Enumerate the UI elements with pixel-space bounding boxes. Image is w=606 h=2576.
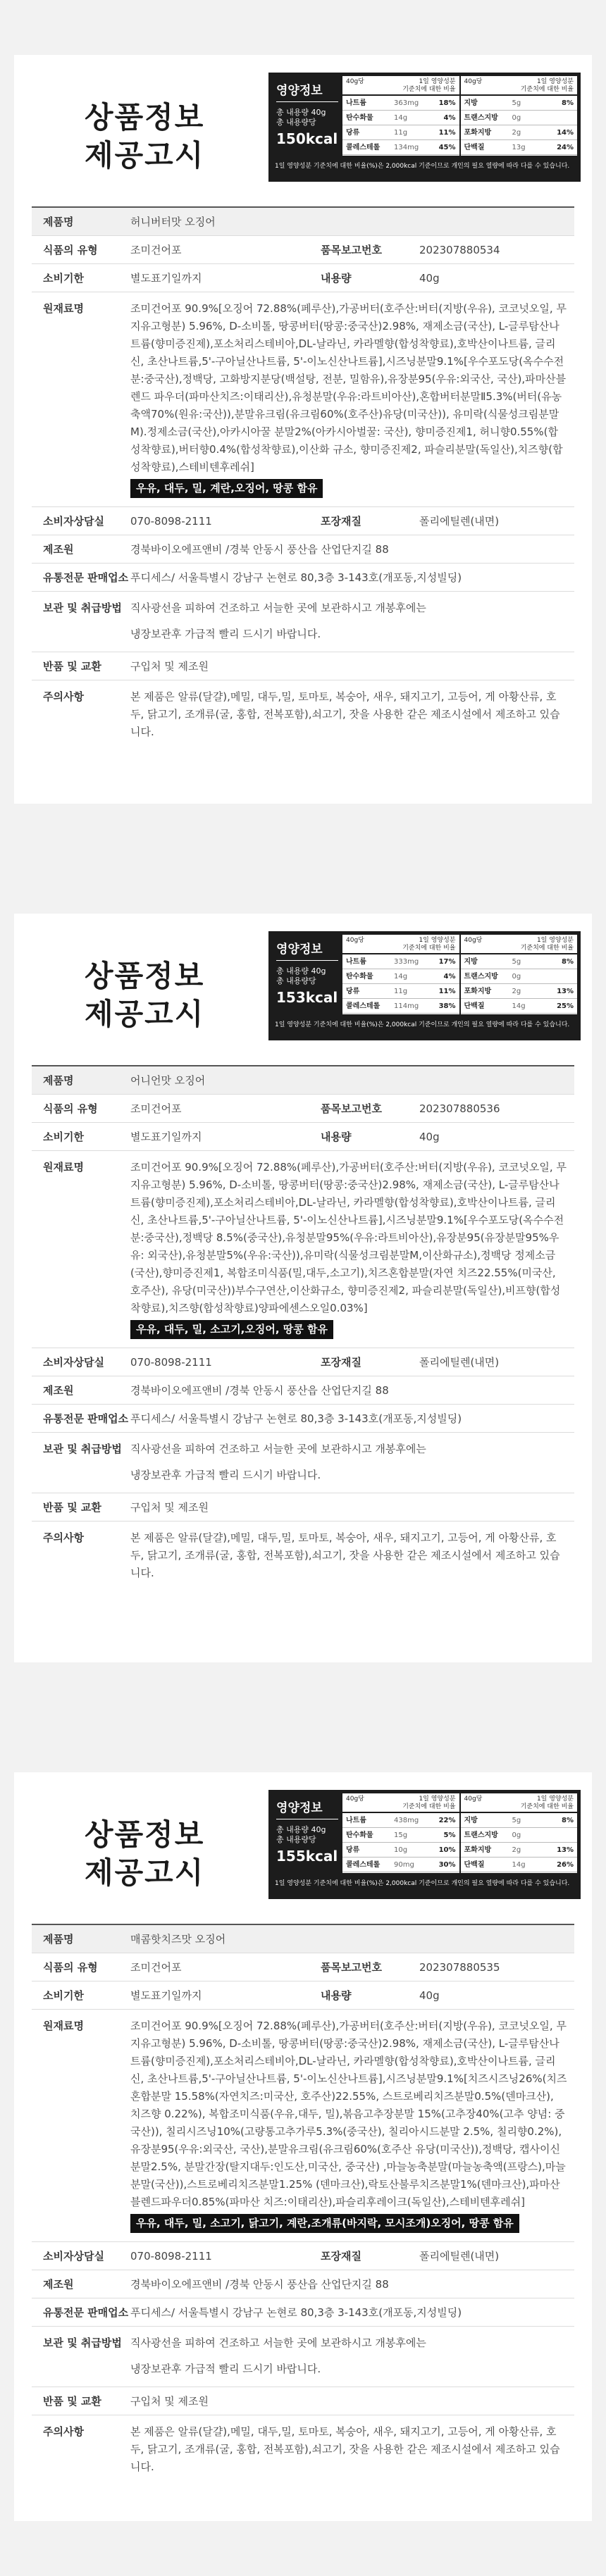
nutrition-row — [342, 1858, 459, 1872]
nutrition-row — [461, 1828, 578, 1843]
nutrient-percent: 4% — [443, 114, 456, 122]
nutrient-percent: 11% — [438, 129, 456, 137]
nutrition-row — [461, 954, 578, 969]
row-food-type — [32, 1095, 574, 1123]
nutrition-col-left — [342, 1793, 459, 1873]
nutrition-row — [461, 969, 578, 984]
label: 내용량 — [321, 272, 352, 285]
nutrition-col-right — [459, 935, 578, 1014]
nutrition-row — [342, 125, 459, 140]
value: 푸디세스/ 서울특별시 강남구 논현로 80,3층 3-143호(개포동,지성빌딩) — [130, 1412, 462, 1425]
label: 반품 및 교환 — [43, 1501, 101, 1514]
notice-header — [32, 1772, 574, 1924]
label: 소비기한 — [43, 1131, 84, 1143]
nutrition-facts-label — [268, 1790, 581, 1899]
nutrient-name: 단백질 — [464, 144, 485, 151]
nutrient-percent — [550, 1828, 574, 1842]
nutrition-row — [342, 969, 459, 984]
nutrient-percent: 4% — [443, 973, 456, 981]
label: 보관 및 취급방법 — [43, 602, 122, 614]
value: 폴리에틸렌(내면) — [419, 1356, 500, 1369]
nutrient-name: 단백질 — [464, 1861, 485, 1869]
row-caution — [32, 680, 574, 749]
nutrient-name: 포화지방 — [464, 129, 492, 137]
nutrition-kcal: 150kcal — [276, 130, 338, 147]
nutrient-value: 15g — [394, 1831, 408, 1839]
label: 소비자상담실 — [43, 2250, 104, 2263]
nutrient-value: 14g — [394, 973, 408, 981]
nutrition-tables — [342, 935, 577, 1014]
label: 보관 및 취급방법 — [43, 1443, 122, 1455]
storage-line-1: 직사광선을 피하여 건조하고 서늘한 곳에 보관하시고 개봉후에는 — [130, 602, 426, 614]
row-return — [32, 1493, 574, 1522]
label: 내용량 — [321, 1131, 352, 1143]
row-phone — [32, 2242, 574, 2270]
notice-title — [85, 1816, 204, 1892]
nutrient-value: 13g — [512, 144, 526, 151]
nutrition-row — [342, 1828, 459, 1843]
value: 070-8098-2111 — [130, 1356, 212, 1369]
nutrition-col-right — [459, 76, 578, 156]
row-food-type — [32, 1953, 574, 1981]
label: 유통전문 판매업소 — [43, 2306, 129, 2319]
ingredients-text: 조미건어포 90.9%[오징어 72.88%(페루산),가공버터(호주산:버터(지방(우유), 코코넛오일, 무지유고형분) 5.96%, D-소비톨, 땅콩버터(땅콩:중국산)2.98%, 재제소금(국산), L-글루탐산나트륨(향미증진제),포소처리스테비아,DL-날라닌, 카라멜향(합성착향료),호박산이나트륨, 글리신, 초산나트륨,5'-구아닐산나트륨, 5'-이노신산나트륨],시즈닝분말9.1%[우수포도당(옥수수전분:중국산),정백당, 고화방지분당(백설탕, 전분, 밀함유),유장분95(우유:외국산, 국산),파마산블렌드 파우더(파마산치즈:이태리산),유청분말(우유:라트비아산),혼합버터분말Ⅱ5.3%(버터(유농축액70%(원유:국산)),분말유크림(유크림60%(호주산)유당(미국산)), 유미락(식물성크림분말M).정제소금(국산),아카시아꿀 분말2%(아카시아벌꿀: 국산), 향미증진제1, 허니향0.55%(합성착향료),버터향0.4%(합성착향료),이산화 규소, 향미증진제2, 파슬리분말(독일산),치즈향(합성착향료),스테비텐후레쉬] — [130, 302, 567, 473]
nutrition-row — [342, 1813, 459, 1828]
nutrient-value: 114mg — [394, 1002, 419, 1010]
label: 보관 및 취급방법 — [43, 2337, 122, 2349]
label: 품목보고번호 — [321, 244, 382, 256]
nutrition-footnote: 1일 영양성분 기준치에 대한 비율(%)은 2,000kcal 기준이므로 개인의 필요 열량에 따라 다를 수 있습니다. — [275, 163, 570, 170]
nutrient-value: 0g — [512, 114, 521, 122]
row-ingredients — [32, 292, 574, 507]
notice-title-line-2: 제공고시 — [85, 997, 205, 1031]
nutrition-facts-label — [268, 931, 581, 1040]
nutrition-row — [461, 1813, 578, 1828]
label: 반품 및 교환 — [43, 2395, 101, 2408]
label: 소비자상담실 — [43, 1356, 104, 1369]
nutrient-name: 당류 — [346, 129, 360, 137]
label: 내용량 — [321, 1989, 352, 2002]
value: 별도표기일까지 — [130, 1131, 202, 1143]
value: 본 제품은 알류(달걀),메밀, 대두,밀, 토마토, 복숭아, 새우, 돼지고기, 고등어, 게 아황산류, 호두, 닭고기, 조개류(굴, 홍합, 전복포함),쇠고기, 잣을 사용한 같은 제조시설에서 제조하고 있습니다. — [130, 2425, 560, 2473]
nutrient-name: 단백질 — [464, 1002, 485, 1010]
nutrition-kcal: 155kcal — [276, 1848, 338, 1865]
row-maker — [32, 2270, 574, 2298]
nutrient-name: 나트륨 — [346, 1817, 366, 1824]
daily-value-label: 1일 영양성분 기준치에 대한 비율 — [520, 937, 574, 952]
nutrient-name: 탄수화물 — [346, 973, 373, 981]
label: 소비기한 — [43, 1989, 84, 2002]
nutrient-percent: 11% — [438, 988, 456, 995]
storage-line-2: 냉장보관후 가급적 빨리 드시기 바랍니다. — [130, 1469, 321, 1481]
nutrient-value: 14g — [512, 1002, 526, 1010]
per-serving-label: 40g당 — [346, 937, 364, 944]
label: 주의사항 — [43, 2425, 84, 2438]
nutrition-row — [461, 125, 578, 140]
nutrition-col-left — [342, 76, 459, 156]
nutrient-value: 2g — [512, 988, 521, 995]
row-seller — [32, 2298, 574, 2327]
notice-title-line-1: 상품정보 — [85, 1817, 205, 1852]
row-expiry — [32, 1981, 574, 2010]
nutrition-row — [461, 984, 578, 999]
label: 식품의 유형 — [43, 1102, 98, 1115]
row-maker — [32, 535, 574, 564]
label: 유통전문 판매업소 — [43, 571, 129, 584]
amount-line-1: 총 내용량 40g — [276, 108, 326, 117]
nutrient-name: 지방 — [464, 958, 478, 966]
value: 별도표기일까지 — [130, 272, 202, 285]
notice-title-line-1: 상품정보 — [85, 100, 205, 135]
label: 제조원 — [43, 1384, 74, 1397]
row-product-name — [32, 1925, 574, 1953]
amount-line-1: 총 내용량 40g — [276, 1825, 326, 1834]
nutrition-title: 영양정보 — [276, 1798, 338, 1819]
nutrient-name: 콜레스테롤 — [346, 1002, 381, 1010]
nutrition-row — [461, 999, 578, 1014]
nutrient-name: 지방 — [464, 99, 478, 107]
nutrient-name: 나트륨 — [346, 99, 366, 107]
row-ingredients — [32, 2010, 574, 2242]
row-phone — [32, 507, 574, 535]
nutrition-row — [342, 984, 459, 999]
row-return — [32, 652, 574, 680]
nutrient-percent: 45% — [438, 144, 456, 151]
daily-value-label: 1일 영양성분 기준치에 대한 비율 — [402, 78, 456, 93]
notice-header — [32, 55, 574, 206]
nutrient-percent: 13% — [557, 1846, 574, 1854]
nutrient-percent: 8% — [562, 1817, 574, 1824]
label: 식품의 유형 — [43, 1961, 98, 1974]
nutrient-percent — [550, 969, 574, 983]
nutrition-tables — [342, 1793, 577, 1873]
value: 푸디세스/ 서울특별시 강남구 논현로 80,3층 3-143호(개포동,지성빌딩) — [130, 2306, 462, 2319]
nutrition-row — [342, 999, 459, 1014]
label: 포장재질 — [321, 2250, 361, 2263]
row-product-name — [32, 208, 574, 236]
nutrient-name: 당류 — [346, 988, 360, 995]
nutrition-col-head — [342, 76, 459, 96]
nutrition-row — [461, 140, 578, 155]
value: 조미건어포 — [130, 244, 182, 256]
storage-line-1: 직사광선을 피하여 건조하고 서늘한 곳에 보관하시고 개봉후에는 — [130, 1443, 426, 1455]
amount-line-1: 총 내용량 40g — [276, 966, 326, 976]
nutrient-name: 포화지방 — [464, 1846, 492, 1854]
nutrition-title: 영양정보 — [276, 939, 338, 961]
value: 40g — [419, 1989, 440, 2002]
row-seller — [32, 564, 574, 592]
nutrient-percent: 18% — [438, 99, 456, 107]
label: 포장재질 — [321, 515, 361, 528]
per-serving-label: 40g당 — [464, 1796, 483, 1803]
allergen-badge: 우유, 대두, 밀, 계란,오징어, 땅콩 함유 — [130, 479, 323, 498]
per-serving-label: 40g당 — [346, 78, 364, 85]
nutrient-value: 5g — [512, 1817, 521, 1824]
nutrient-value: 5g — [512, 99, 521, 107]
nutrition-summary — [272, 76, 342, 156]
notice-title-line-2: 제공고시 — [85, 138, 205, 173]
label: 원재료명 — [43, 2020, 84, 2032]
nutrient-percent: 30% — [438, 1861, 456, 1869]
value: 폴리에틸렌(내면) — [419, 515, 500, 528]
nutrition-amount — [276, 966, 338, 986]
nutrition-kcal: 153kcal — [276, 989, 338, 1006]
amount-line-2: 총 내용량당 — [276, 1835, 316, 1844]
row-food-type — [32, 236, 574, 264]
nutrition-col-head — [342, 935, 459, 954]
allergen-badge: 우유, 대두, 밀, 소고기,오징어, 땅콩 함유 — [130, 1320, 333, 1339]
amount-line-2: 총 내용량당 — [276, 976, 316, 985]
value: 허니버터맛 오징어 — [130, 216, 216, 228]
nutrition-col-right — [459, 1793, 578, 1873]
per-serving-label: 40g당 — [464, 78, 483, 85]
notice-title-line-1: 상품정보 — [85, 959, 205, 993]
nutrient-percent: 17% — [438, 958, 456, 966]
value: 경북바이오에프앤비 /경북 안동시 풍산읍 산업단지길 88 — [130, 543, 389, 556]
nutrient-name: 탄수화물 — [346, 114, 373, 122]
nutrient-value: 10g — [394, 1846, 408, 1854]
nutrition-row — [342, 140, 459, 155]
nutrient-value: 363mg — [394, 99, 419, 107]
nutrient-percent: 14% — [557, 129, 574, 137]
nutrient-name: 트랜스지방 — [464, 1831, 498, 1839]
value: 40g — [419, 272, 440, 285]
nutrient-name: 나트륨 — [346, 958, 366, 966]
daily-value-label: 1일 영양성분 기준치에 대한 비율 — [520, 1796, 574, 1810]
nutrient-percent: 25% — [557, 1002, 574, 1010]
nutrition-footnote: 1일 영양성분 기준치에 대한 비율(%)은 2,000kcal 기준이므로 개인의 필요 열량에 따라 다를 수 있습니다. — [275, 1880, 570, 1887]
nutrient-percent: 13% — [557, 988, 574, 995]
nutrient-name: 포화지방 — [464, 988, 492, 995]
row-seller — [32, 1405, 574, 1433]
nutrition-row — [342, 954, 459, 969]
label: 주의사항 — [43, 1531, 84, 1544]
allergen-badge: 우유, 대두, 밀, 소고기, 닭고기, 계란,조개류(바지락, 모시조개)오징어, 땅콩 함유 — [130, 2214, 519, 2233]
daily-value-label: 1일 영양성분 기준치에 대한 비율 — [520, 78, 574, 93]
row-expiry — [32, 1123, 574, 1151]
nutrient-value: 90mg — [394, 1861, 414, 1869]
product-notice-card — [14, 55, 592, 804]
nutrient-name: 탄수화물 — [346, 1831, 373, 1839]
nutrient-percent — [550, 111, 574, 125]
row-expiry — [32, 264, 574, 292]
product-notice-card — [14, 1772, 592, 2521]
nutrition-title: 영양정보 — [276, 80, 338, 102]
row-storage — [32, 592, 574, 652]
nutrition-col-head — [342, 1793, 459, 1813]
product-info-table — [32, 1924, 574, 2484]
nutrient-percent: 5% — [443, 1831, 456, 1839]
row-ingredients — [32, 1151, 574, 1348]
value: 본 제품은 알류(달걀),메밀, 대두,밀, 토마토, 복숭아, 새우, 돼지고기, 고등어, 게 아황산류, 호두, 닭고기, 조개류(굴, 홍합, 전복포함),쇠고기, 잣을 사용한 같은 제조시설에서 제조하고 있습니다. — [130, 690, 560, 738]
nutrition-facts-label — [268, 73, 581, 182]
nutrition-row — [342, 96, 459, 111]
value: 본 제품은 알류(달걀),메밀, 대두,밀, 토마토, 복숭아, 새우, 돼지고기, 고등어, 게 아황산류, 호두, 닭고기, 조개류(굴, 홍합, 전복포함),쇠고기, 잣을 사용한 같은 제조시설에서 제조하고 있습니다. — [130, 1531, 560, 1579]
nutrient-percent: 24% — [557, 144, 574, 151]
nutrient-name: 지방 — [464, 1817, 478, 1824]
nutrient-value: 0g — [512, 1831, 521, 1839]
label: 식품의 유형 — [43, 244, 98, 256]
storage-line-2: 냉장보관후 가급적 빨리 드시기 바랍니다. — [130, 2363, 321, 2375]
daily-value-label: 1일 영양성분 기준치에 대한 비율 — [402, 1796, 456, 1810]
value: 조미건어포 — [130, 1961, 182, 1974]
label: 품목보고번호 — [321, 1102, 382, 1115]
nutrient-percent: 38% — [438, 1002, 456, 1010]
row-phone — [32, 1348, 574, 1376]
nutrient-value: 2g — [512, 1846, 521, 1854]
row-maker — [32, 1376, 574, 1405]
notice-title-line-2: 제공고시 — [85, 1855, 205, 1890]
nutrient-name: 트랜스지방 — [464, 973, 498, 981]
row-storage — [32, 2327, 574, 2387]
notice-title — [85, 957, 204, 1033]
nutrient-percent: 8% — [562, 958, 574, 966]
nutrition-row — [342, 1843, 459, 1858]
value: 매콤핫치즈맛 오징어 — [130, 1933, 226, 1946]
row-storage — [32, 1433, 574, 1493]
nutrition-row — [461, 1843, 578, 1858]
label: 주의사항 — [43, 690, 84, 703]
notice-title — [85, 99, 204, 175]
row-return — [32, 2387, 574, 2415]
value: 070-8098-2111 — [130, 515, 212, 528]
product-info-table — [32, 206, 574, 749]
product-notice-card — [14, 914, 592, 1662]
nutrition-footnote: 1일 영양성분 기준치에 대한 비율(%)은 2,000kcal 기준이므로 개인의 필요 열량에 따라 다를 수 있습니다. — [275, 1021, 570, 1028]
storage-line-1: 직사광선을 피하여 건조하고 서늘한 곳에 보관하시고 개봉후에는 — [130, 2337, 426, 2349]
nutrition-col-left — [342, 935, 459, 1014]
label: 원재료명 — [43, 1161, 84, 1174]
nutrition-tables — [342, 76, 577, 156]
label: 제품명 — [43, 1074, 74, 1087]
nutrient-percent: 22% — [438, 1817, 456, 1824]
nutrition-col-head — [461, 1793, 578, 1813]
product-notice-section — [0, 1717, 606, 2576]
nutrient-value: 0g — [512, 973, 521, 981]
ingredients-text: 조미건어포 90.9%[오징어 72.88%(페루산),가공버터(호주산:버터(지방(우유), 코코넛오일, 무지유고형분) 5.96%, D-소비톨, 땅콩버터(땅콩:중국산)2.98%, 재제소금(국산), L-글루탐산나트륨(향미증진제),포소처리스테비아,DL-날라닌, 카라멜향(합성착향료),호박산이나트륨, 글리신, 초산나트륨,5'-구아닐산나트륨, 5'-이노신산나트륨],시즈닝분말9.1%[치즈시즈닝26%(치즈혼합분말 15.58%(자연치즈:미국산, 호주산)22.55%, 스트로베리치즈분말0.5%(덴마크산), 치즈향 0.22%), 복합조미식품(우유,대두, 밀),볶음고추장분말 15%(고추장40%(고추 양념: 중국산)), 칠리시즈닝10%(고량통고추가루5.3%(중국산), 칠리아시드분말 2.5%, 칠리향0.2%), 유장분95(우유:외국산, 국산),분말유크림(유크림60%(호주산 유당(미국산)),정백당, 캡사이신분말2.5%, 분말간장(탈지대두:인도산,미국산, 중국산) ,마늘농축분말(마늘농축액(프랑스),마늘분말(국산)),스트로베리치즈분말1.25% (덴마크산),락토산불루치즈분말1%(덴마크산),파마산블렌드파우더0.85%(파마산 치즈:이태리산),파슬리후레이크(독일산),스테비텐후레쉬] — [130, 2020, 567, 2208]
row-caution — [32, 1522, 574, 1591]
value: 구입처 및 제조원 — [130, 2395, 209, 2408]
nutrient-percent: 8% — [562, 99, 574, 107]
nutrient-percent: 26% — [557, 1861, 574, 1869]
nutrition-amount — [276, 108, 338, 127]
nutrition-summary — [272, 935, 342, 1014]
amount-line-2: 총 내용량당 — [276, 118, 316, 127]
product-info-table — [32, 1065, 574, 1591]
label: 소비기한 — [43, 272, 84, 285]
nutrition-row — [342, 111, 459, 125]
product-notice-section — [0, 0, 606, 859]
value: 경북바이오에프앤비 /경북 안동시 풍산읍 산업단지길 88 — [130, 2278, 389, 2291]
nutrition-row — [461, 111, 578, 125]
label: 유통전문 판매업소 — [43, 1412, 129, 1425]
product-notice-section — [0, 859, 606, 1717]
daily-value-label: 1일 영양성분 기준치에 대한 비율 — [402, 937, 456, 952]
nutrient-value: 438mg — [394, 1817, 419, 1824]
nutrient-name: 콜레스테롤 — [346, 144, 381, 151]
per-serving-label: 40g당 — [346, 1796, 364, 1803]
nutrition-row — [461, 1858, 578, 1872]
nutrient-name: 트랜스지방 — [464, 114, 498, 122]
nutrition-row — [461, 96, 578, 111]
value: 202307880534 — [419, 244, 500, 256]
value: 202307880536 — [419, 1102, 500, 1115]
value: 070-8098-2111 — [130, 2250, 212, 2263]
nutrient-value: 11g — [394, 129, 408, 137]
label: 제조원 — [43, 2278, 74, 2291]
label: 품목보고번호 — [321, 1961, 382, 1974]
value: 어니언맛 오징어 — [130, 1074, 206, 1087]
label: 소비자상담실 — [43, 515, 104, 528]
per-serving-label: 40g당 — [464, 937, 483, 944]
row-caution — [32, 2415, 574, 2484]
nutrient-value: 134mg — [394, 144, 419, 151]
value: 구입처 및 제조원 — [130, 1501, 209, 1514]
nutrient-value: 11g — [394, 988, 408, 995]
nutrient-value: 14g — [512, 1861, 526, 1869]
label: 포장재질 — [321, 1356, 361, 1369]
storage-line-2: 냉장보관후 가급적 빨리 드시기 바랍니다. — [130, 628, 321, 640]
nutrient-name: 당류 — [346, 1846, 360, 1854]
value: 202307880535 — [419, 1961, 500, 1974]
nutrient-percent: 10% — [438, 1846, 456, 1854]
nutrition-col-head — [461, 935, 578, 954]
label: 반품 및 교환 — [43, 660, 101, 673]
label: 제품명 — [43, 1933, 74, 1946]
nutrient-value: 5g — [512, 958, 521, 966]
nutrient-name: 콜레스테롤 — [346, 1861, 381, 1869]
value: 조미건어포 — [130, 1102, 182, 1115]
value: 구입처 및 제조원 — [130, 660, 209, 673]
value: 별도표기일까지 — [130, 1989, 202, 2002]
value: 경북바이오에프앤비 /경북 안동시 풍산읍 산업단지길 88 — [130, 1384, 389, 1397]
nutrition-col-head — [461, 76, 578, 96]
nutrition-summary — [272, 1793, 342, 1873]
nutrient-value: 14g — [394, 114, 408, 122]
label: 제조원 — [43, 543, 74, 556]
notice-header — [32, 914, 574, 1065]
label: 제품명 — [43, 216, 74, 228]
value: 40g — [419, 1131, 440, 1143]
label: 원재료명 — [43, 302, 84, 315]
nutrient-value: 333mg — [394, 958, 419, 966]
row-product-name — [32, 1066, 574, 1095]
ingredients-text: 조미건어포 90.9%[오징어 72.88%(페루산),가공버터(호주산:버터(지방(우유), 코코넛오일, 무지유고형분) 5.96%, D-소비톨, 땅콩버터(땅콩:중국산)2.98%, 재제소금(국산), L-글루탐산나트륨(향미증진제),포소처리스테비아,DL-날라닌, 카라멜향(합성착향료),호박산이나트륨, 글리신, 초산나트륨,5'-구아닐산나트륨, 5'-이노신산나트륨],시즈닝분말9.1%[우수포도당(옥수수전분:중국산),정백당 8.5%(중국산),유청분말95%(우유:라트비아산),유장분95(유장분말95%우유: 외국산),유청분말5%(우유:국산)),유미락(식물성크림분말M,이산화규소),정백당 정제소금(국산),향미증진제1, 복합조미식품(밀,대두,소고기),치즈혼합분말(자연 치즈22.55%(미국산, 호주산), 유당(미국산))부수구연산,이산화규소, 향미증진제2, 파슬리분말(독일산),비프향(합성착향료),치즈향(합성착향료)양파에센스오일0.03%] — [130, 1161, 567, 1314]
value: 폴리에틸렌(내면) — [419, 2250, 500, 2263]
nutrition-amount — [276, 1825, 338, 1845]
nutrient-value: 2g — [512, 129, 521, 137]
value: 푸디세스/ 서울특별시 강남구 논현로 80,3층 3-143호(개포동,지성빌딩) — [130, 571, 462, 584]
